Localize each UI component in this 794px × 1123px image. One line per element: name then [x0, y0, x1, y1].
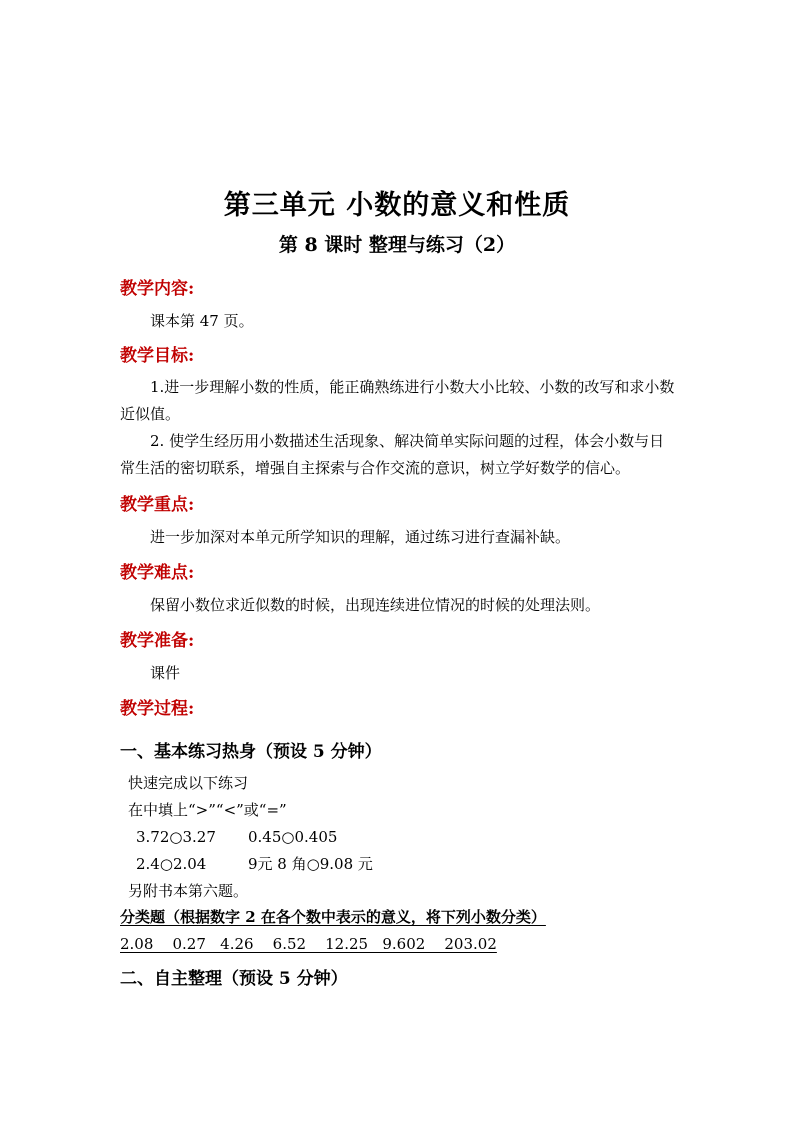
- preparation-text: 课件: [150, 664, 181, 682]
- content-text: 课本第 47 页。: [150, 312, 254, 330]
- page-title: 第三单元 小数的意义和性质: [223, 190, 571, 221]
- section-heading-goals: 教学目标:: [120, 346, 195, 366]
- part1-heading: 一、基本练习热身（预设 5 分钟）: [120, 742, 382, 762]
- difficulties-text: 保留小数位求近似数的时候，出现连续进位情况的时候的处理法则。: [150, 596, 601, 614]
- compare-1b: 0.45○0.405: [248, 828, 338, 846]
- section-heading-preparation: 教学准备:: [120, 631, 195, 651]
- section-heading-content: 教学内容:: [120, 279, 195, 299]
- key-points-text: 进一步加深对本单元所学知识的理解，通过练习进行查漏补缺。: [150, 528, 571, 546]
- part1-line1: 快速完成以下练习: [128, 774, 249, 792]
- section-heading-difficulties: 教学难点:: [120, 563, 195, 583]
- compare-2a: 2.4○2.04: [136, 855, 207, 873]
- part2-heading: 二、自主整理（预设 5 分钟）: [120, 969, 348, 989]
- compare-2b: 9元 8 角○9.08 元: [248, 855, 373, 873]
- section-heading-process: 教学过程:: [120, 699, 195, 719]
- section-heading-key-points: 教学重点:: [120, 495, 195, 515]
- goal-item-1: 1.进一步理解小数的性质，能正确熟练进行小数大小比较、小数的改写和求小数近似值。: [120, 378, 675, 423]
- compare-1a: 3.72○3.27: [136, 828, 216, 846]
- part1-line2: 在中填上“>”“<”或“=”: [128, 801, 287, 819]
- classify-task: 分类题（根据数字 2 在各个数中表示的意义，将下列小数分类）: [120, 908, 546, 926]
- classify-numbers: 2.08 0.27 4.26 6.52 12.25 9.602 203.02: [120, 935, 497, 953]
- lesson-subtitle: 第 8 课时 整理与练习（2）: [278, 234, 516, 256]
- part1-line3: 另附书本第六题。: [128, 882, 249, 900]
- goal-item-2: 2. 使学生经历用小数描述生活现象、解决简单实际问题的过程，体会小数与日常生活的密切联系，增强自主探索与合作交流的意识，树立学好数学的信心。: [120, 432, 665, 477]
